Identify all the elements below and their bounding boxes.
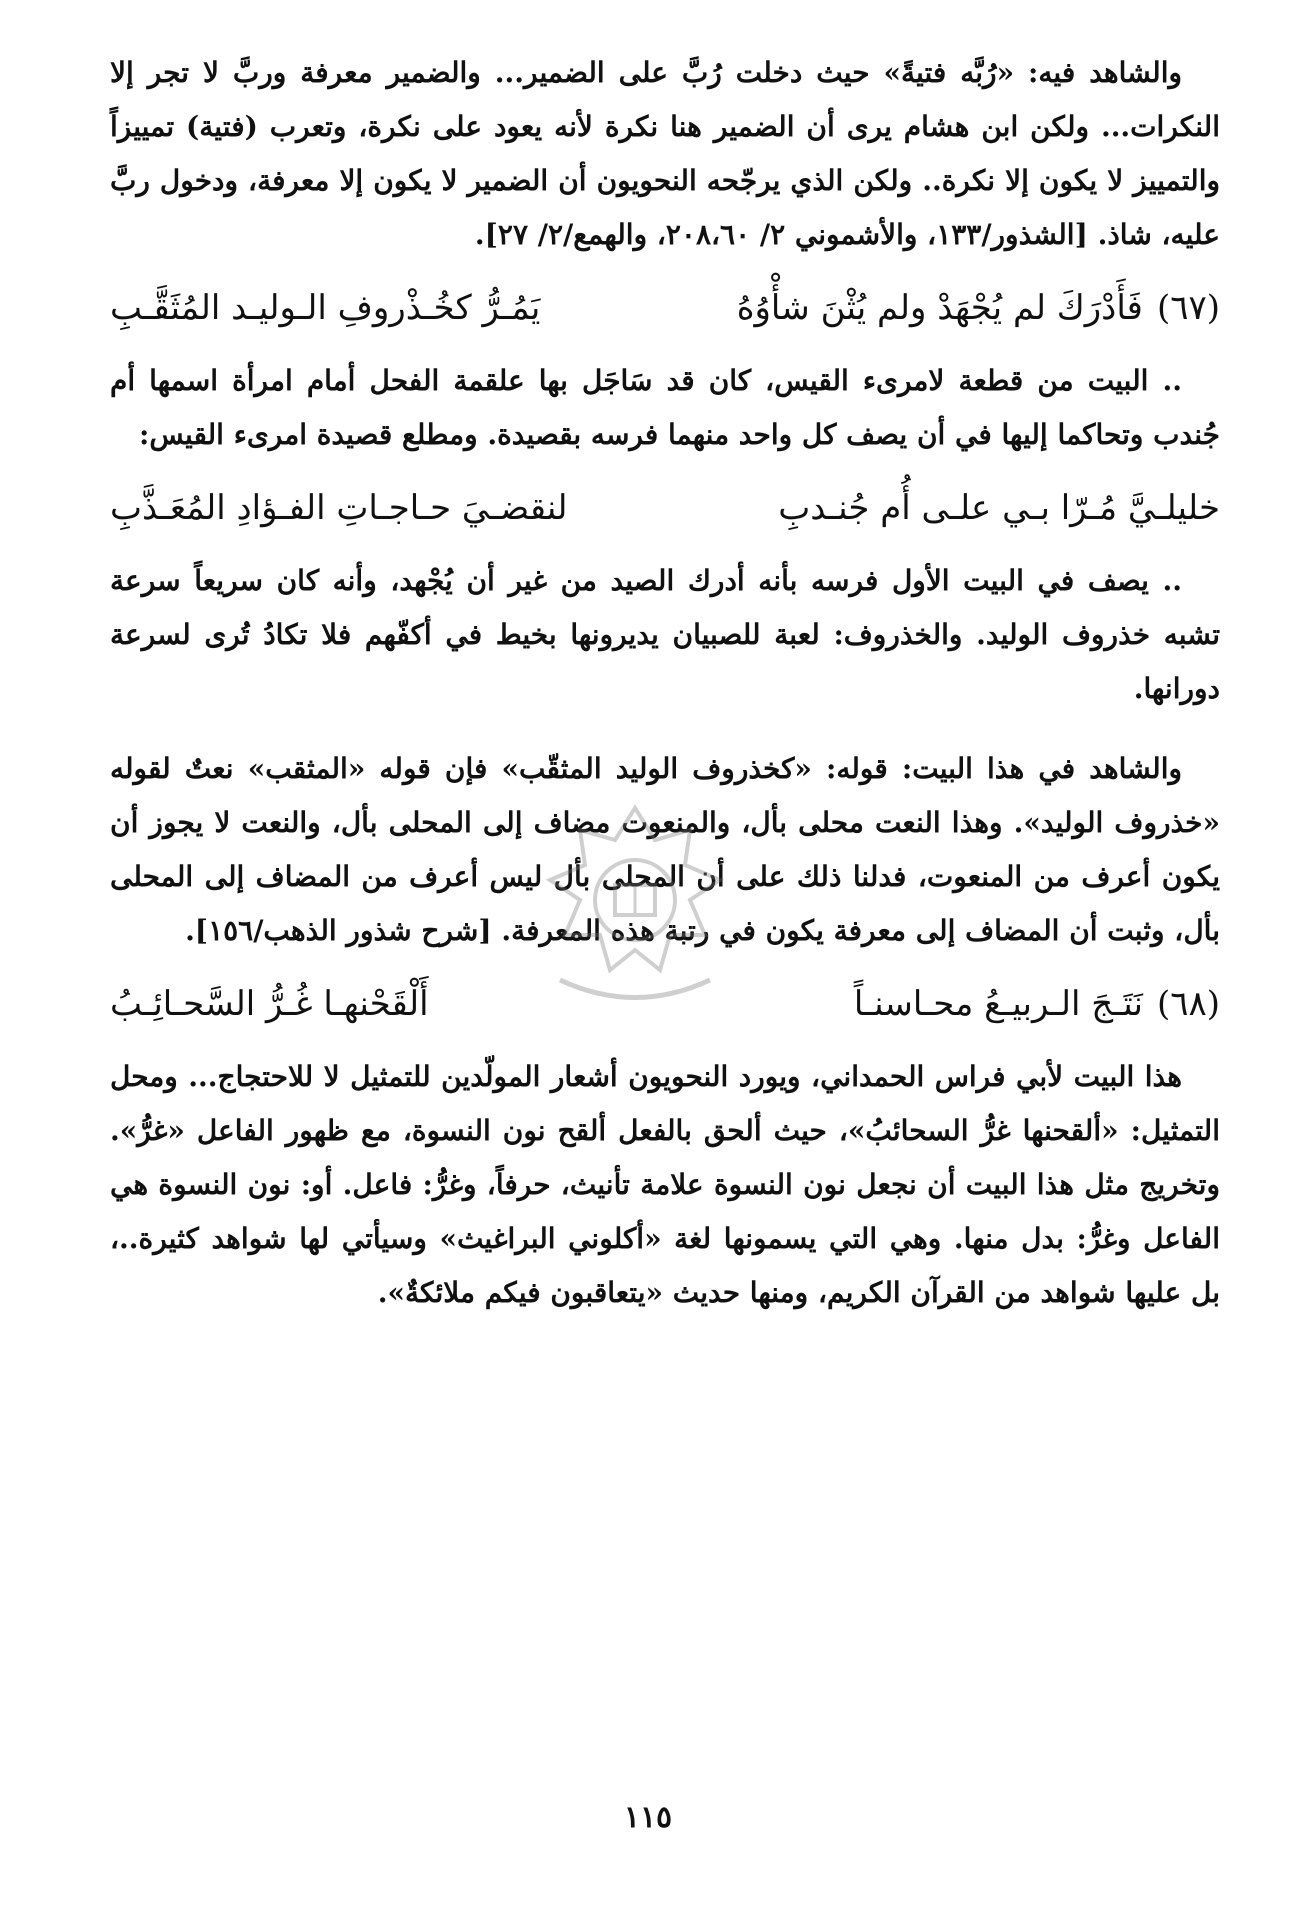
verse-second-hemistich: يَمُـرُّ كخُـذْروفِ الـوليـد المُثَقَّـبِ	[110, 288, 541, 328]
verse-68	[110, 972, 1220, 1036]
verse-number: (٦٨)	[1156, 984, 1220, 1024]
page-number: ١١٥	[623, 1800, 673, 1835]
paragraph-shahid-muthaqqab: والشاهد في هذا البيت: قوله: «كخذروف الوليد المثقّب» فإن قوله «المثقب» نعتٌ لقوله «خذروف الوليد». وهذا النعت محلى بأل، والمنعوت مضاف إلى المحلى بأل، والنعت لا يجوز أن يكون أعرف من المنعوت، فدلنا ذلك على أن المحلى بأل ليس أعرف من المضاف إلى المحلى بأل، وثبت أن المضاف إلى معرفة يكون في رتبة هذه المعرفة. [شرح شذور الذهب/١٥٦].	[110, 752, 1220, 947]
paragraph-abu-firas: هذا البيت لأبي فراس الحمداني، ويورد النحويون أشعار المولّدين للتمثيل لا للاحتجاج... ومحل التمثيل: «ألقحنها غرُّ السحائبُ»، حيث ألحق بالفعل ألقح نون النسوة، مع ظهور الفاعل «غرُّ». وتخريج مثل هذا البيت أن نجعل نون النسوة علامة تأنيث، حرفاً، وغرُّ: فاعل. أو: نون النسوة هي الفاعل وغرُّ: بدل منها. وهي التي يسمونها لغة «أكلوني البراغيث» وسيأتي لها شواهد كثيرة..، بل عليها شواهد من القرآن الكريم، ومنها حديث «يتعاقبون فيكم ملائكةٌ».	[110, 1060, 1220, 1309]
verse-first-hemistich: نَتَـجَ الـربيـعُ محـاسنـاً	[853, 984, 1143, 1024]
verse-opening	[110, 476, 1220, 540]
verse-first-hemistich: خليلـيَّ مُـرّا بـي علـى أُم جُنـدبِ	[778, 488, 1220, 528]
page-body	[110, 46, 1220, 1320]
paragraph-shahid-rubbahu: والشاهد فيه: «رُبَّه فتيةً» حيث دخلت رُبَّ على الضمير... والضمير معرفة وربَّ لا تجر إلا النكرات... ولكن ابن هشام يرى أن الضمير هنا نكرة لأنه يعود على نكرة، وتعرب (فتية) تمييزاً والتمييز لا يكون إلا نكرة.. ولكن الذي يرجّحه النحويون أن الضمير لا يكون إلا معرفة، ودخول ربَّ عليه، شاذ. [الشذور/١٣٣، والأشموني ٢/ ٢٠٨،٦٠، والهمع/٢/ ٢٧].	[110, 56, 1220, 251]
verse-number: (٦٧)	[1156, 288, 1220, 328]
verse-second-hemistich: لنقضـيَ حـاجـاتِ الفـؤادِ المُعَـذَّبِ	[110, 488, 568, 528]
paragraph-khudhruf: .. يصف في البيت الأول فرسه بأنه أدرك الصيد من غير أن يُجْهد، وأنه كان سريعاً سرعة تشبه خذروف الوليد. والخذروف: لعبة للصبيان يديرونها بخيط في أكفّهم فلا تكادُ تُرى لسرعة دورانها.	[110, 564, 1220, 705]
verse-67	[110, 276, 1220, 340]
verse-first-hemistich: فَأَدْرَكَ لم يُجْهَدْ ولم يُثْنَ شأْوُهُ	[736, 288, 1143, 328]
paragraph-imru-alqais: .. البيت من قطعة لامرىء القيس، كان قد سَاجَل بها علقمة الفحل أمام امرأة اسمها أم جُندب وتحاكما إليها في أن يصف كل واحد منهما فرسه بقصيدة. ومطلع قصيدة امرىء القيس:	[110, 364, 1220, 451]
verse-second-hemistich: أَلْقَحْنهـا غُـرُّ السَّحـائِـبُ	[110, 984, 429, 1024]
